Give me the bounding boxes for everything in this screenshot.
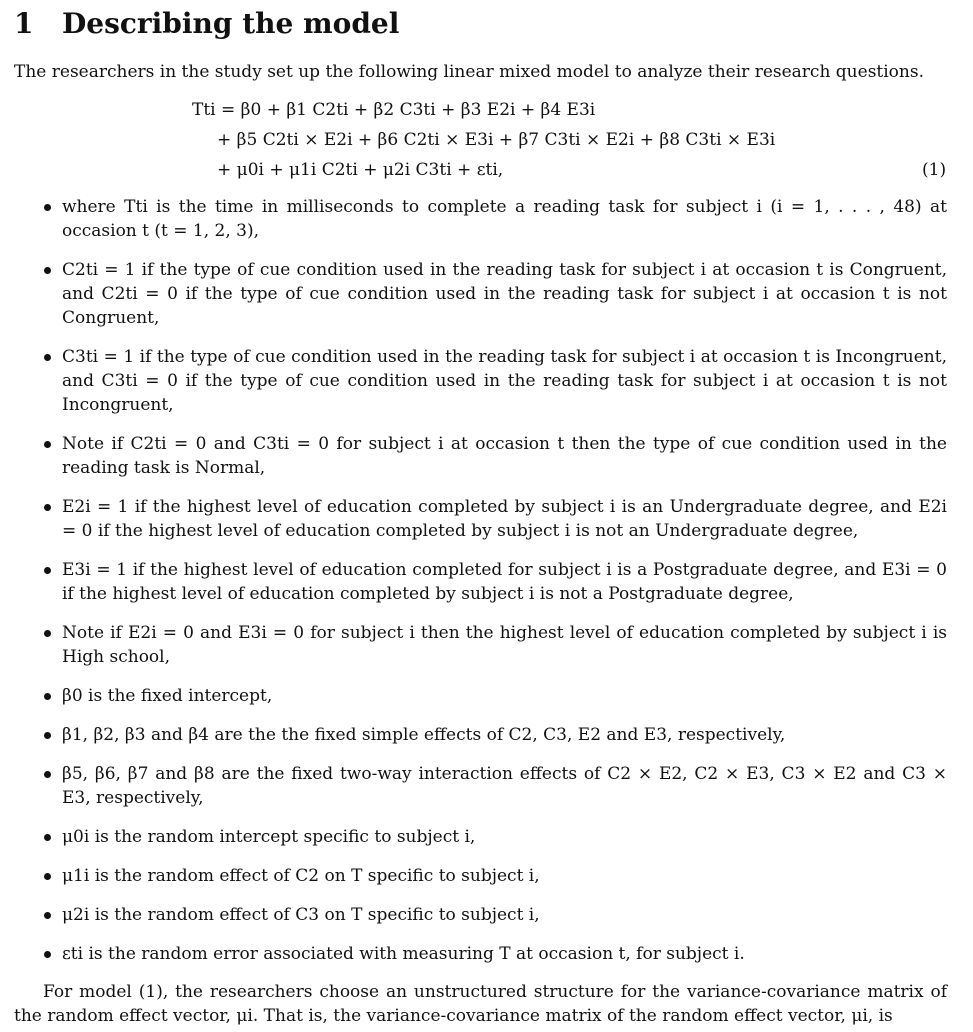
list-item-text: μ2i is the random effect of C3 on T specific to subject i,	[62, 905, 540, 925]
list-item-text: β1, β2, β3 and β4 are the the fixed simple effects of C2, C3, E2 and E3, respectively,	[62, 725, 786, 745]
list-item-text: β0 is the fixed intercept,	[62, 686, 273, 706]
list-item	[34, 195, 947, 243]
list-item	[34, 684, 947, 708]
variable-definitions-list	[34, 195, 947, 981]
list-item-text: β5, β6, β7 and β8 are the fixed two-way interaction effects of C2 × E2, C2 × E3, C3 × E2 and C3 × E3, respectively,	[62, 764, 947, 808]
bullet-icon	[44, 441, 51, 448]
list-item-text: E2i = 1 if the highest level of education completed by subject i is an Undergraduate degree, and E2i = 0 if the highest level of education completed by subject i is not an Undergraduate degree,	[62, 497, 947, 541]
bullet-icon	[44, 267, 51, 274]
list-item	[34, 621, 947, 669]
bullet-icon	[44, 630, 51, 637]
list-item	[34, 345, 947, 417]
list-item	[34, 723, 947, 747]
list-item	[34, 864, 947, 888]
list-item-text: where Tti is the time in milliseconds to complete a reading task for subject i (i = 1, . . . , 48) at occasion t (t = 1, 2, 3),	[62, 197, 947, 241]
list-item-text: C2ti = 1 if the type of cue condition used in the reading task for subject i at occasion t is Congruent, and C2ti = 0 if the type of cue condition used in the reading task for subject i at occasion t is not Congruent,	[62, 260, 947, 328]
list-item-text: μ0i is the random intercept specific to subject i,	[62, 827, 476, 847]
bullet-icon	[44, 504, 51, 511]
bullet-icon	[44, 912, 51, 919]
list-item-text: μ1i is the random effect of C2 on T specific to subject i,	[62, 866, 540, 886]
bullet-icon	[44, 771, 51, 778]
list-item	[34, 903, 947, 927]
equation-number: (1)	[922, 160, 947, 180]
list-item	[34, 558, 947, 606]
intro-paragraph: The researchers in the study set up the following linear mixed model to analyze their research questions.	[14, 62, 924, 82]
bullet-icon	[44, 732, 51, 739]
list-item	[34, 432, 947, 480]
bullet-icon	[44, 204, 51, 211]
list-item-text: Note if C2ti = 0 and C3ti = 0 for subject i at occasion t then the type of cue condition used in the reading task is Normal,	[62, 434, 947, 478]
section-title: Describing the model	[62, 7, 400, 40]
section-heading	[14, 6, 399, 42]
bullet-icon	[44, 693, 51, 700]
list-item	[34, 942, 947, 966]
list-item-text: Note if E2i = 0 and E3i = 0 for subject i then the highest level of education completed by subject i is High school,	[62, 623, 947, 667]
list-item	[34, 258, 947, 330]
equation-line-1: Tti = β0 + β1 C2ti + β2 C3ti + β3 E2i + β4 E3i	[192, 100, 596, 120]
list-item	[34, 762, 947, 810]
section-number: 1	[14, 7, 34, 40]
closing-paragraph: For model (1), the researchers choose an unstructured structure for the variance-covariance matrix of the random effect vector, μi. That is, the variance-covariance matrix of the random effect vector, μi, is	[14, 982, 947, 1026]
equation-line-3: + μ0i + μ1i C2ti + μ2i C3ti + εti,	[217, 160, 504, 180]
list-item	[34, 825, 947, 849]
list-item	[34, 495, 947, 543]
bullet-icon	[44, 834, 51, 841]
bullet-icon	[44, 567, 51, 574]
bullet-icon	[44, 951, 51, 958]
equation-line-2: + β5 C2ti × E2i + β6 C2ti × E3i + β7 C3ti × E2i + β8 C3ti × E3i	[217, 130, 776, 150]
bullet-icon	[44, 873, 51, 880]
list-item-text: εti is the random error associated with measuring T at occasion t, for subject i.	[62, 944, 745, 964]
list-item-text: E3i = 1 if the highest level of education completed for subject i is a Postgraduate degree, and E3i = 0 if the highest level of education completed by subject i is not a Postgraduate degree,	[62, 560, 947, 604]
bullet-icon	[44, 354, 51, 361]
list-item-text: C3ti = 1 if the type of cue condition used in the reading task for subject i at occasion t is Incongruent, and C3ti = 0 if the type of cue condition used in the reading task for subject i at occasion t is not Incongruent,	[62, 347, 947, 415]
